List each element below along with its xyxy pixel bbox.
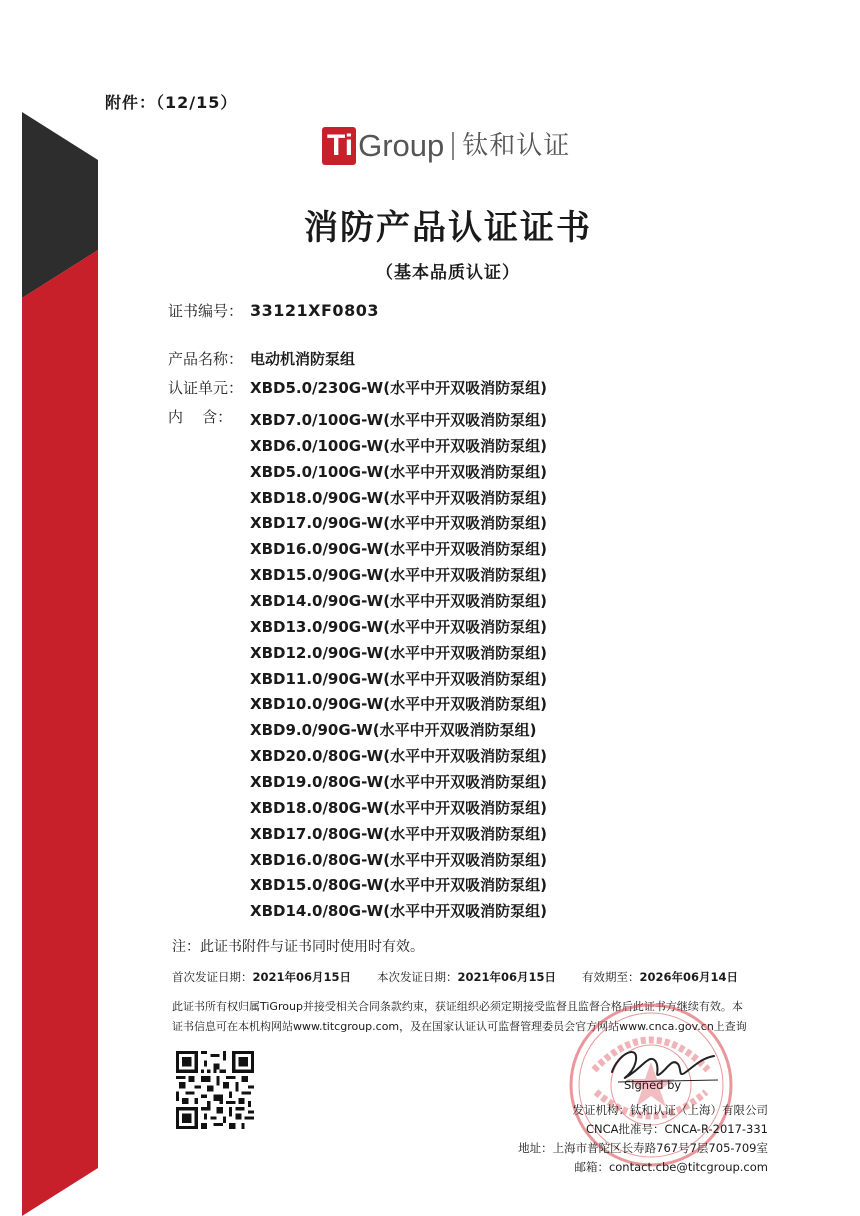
model-item: XBD19.0/80G-W(水平中开双吸消防泵组)	[250, 773, 547, 792]
logo-chinese-name: 钛和认证	[462, 131, 571, 161]
model-item: XBD17.0/90G-W(水平中开双吸消防泵组)	[250, 514, 547, 533]
current-issue-label: 本次发证日期：	[377, 970, 458, 984]
model-item: XBD11.0/90G-W(水平中开双吸消防泵组)	[250, 669, 547, 688]
attachment-page-number: 附件：（12/15）	[105, 93, 238, 112]
signed-by-label: Signed by	[624, 1078, 682, 1092]
certificate-subtitle: （基本品质认证）	[376, 263, 520, 283]
legal-statement-line: 证书信息可在本机构网站www.titcgroup.com，及在国家认证认可监督管理委员会官方网站www.cnca.gov.cn上查询	[172, 1020, 747, 1033]
issuer-address: 地址：上海市普陀区长寿路767号7层705-709室	[518, 1141, 768, 1155]
model-item: XBD16.0/90G-W(水平中开双吸消防泵组)	[250, 540, 547, 559]
model-item: XBD15.0/90G-W(水平中开双吸消防泵组)	[250, 566, 547, 585]
model-item: XBD6.0/100G-W(水平中开双吸消防泵组)	[250, 436, 547, 455]
cert-number-value: 33121XF0803	[250, 301, 379, 320]
model-list	[250, 409, 547, 926]
current-issue-value: 2021年06月15日	[457, 970, 557, 984]
model-item: XBD20.0/80G-W(水平中开双吸消防泵组)	[250, 747, 547, 766]
issuer-approval-number: CNCA批准号：CNCA-R-2017-331	[586, 1122, 768, 1136]
model-item: XBD13.0/90G-W(水平中开双吸消防泵组)	[250, 617, 547, 636]
model-item: XBD7.0/100G-W(水平中开双吸消防泵组)	[250, 411, 547, 429]
model-item: XBD14.0/90G-W(水平中开双吸消防泵组)	[250, 592, 547, 611]
first-issue-label: 首次发证日期：	[172, 970, 253, 984]
validity-note: 注：此证书附件与证书同时使用时有效。	[172, 939, 424, 955]
logo-group-text: Group	[358, 128, 445, 163]
model-item: XBD10.0/90G-W(水平中开双吸消防泵组)	[250, 695, 547, 714]
issuer-email[interactable]: 邮箱：contact.cbe@titcgroup.com	[574, 1160, 768, 1174]
first-issue-value: 2021年06月15日	[252, 970, 352, 984]
contains-label: 内 含：	[168, 408, 233, 426]
legal-statement-line: 此证书所有权归属TiGroup并接受相关合同条款约束，获证组织必须定期接受监督且监督合格后此证书方继续有效。本	[172, 1000, 743, 1013]
contains-row	[168, 406, 250, 428]
model-item: XBD14.0/80G-W(水平中开双吸消防泵组)	[250, 902, 547, 921]
cert-unit-label: 认证单元：	[168, 379, 244, 397]
certificate-title: 消防产品认证证书	[304, 208, 592, 248]
logo-mark: Ti	[322, 127, 356, 165]
decorative-stripe	[0, 0, 110, 1216]
model-item: XBD15.0/80G-W(水平中开双吸消防泵组)	[250, 876, 547, 895]
first-issue-date	[172, 969, 351, 985]
logo-divider	[452, 132, 454, 160]
model-item: XBD17.0/80G-W(水平中开双吸消防泵组)	[250, 824, 547, 843]
valid-until-value: 2026年06月14日	[639, 970, 739, 984]
model-item: XBD12.0/90G-W(水平中开双吸消防泵组)	[250, 643, 547, 662]
valid-until-label: 有效期至：	[582, 970, 640, 984]
model-item: XBD5.0/100G-W(水平中开双吸消防泵组)	[250, 462, 547, 481]
product-name-row	[168, 348, 355, 370]
valid-until-date	[582, 969, 738, 985]
product-name-value: 电动机消防泵组	[250, 350, 356, 368]
product-name-label: 产品名称：	[168, 350, 244, 368]
model-item: XBD9.0/90G-W(水平中开双吸消防泵组)	[250, 721, 537, 740]
qr-code-icon[interactable]	[176, 1051, 254, 1129]
cert-unit-row	[168, 377, 547, 399]
tigroup-logo	[322, 126, 570, 166]
cert-number-label: 证书编号：	[168, 302, 244, 320]
model-item: XBD18.0/90G-W(水平中开双吸消防泵组)	[250, 488, 547, 507]
issuer-organization: 发证机构：钛和认证（上海）有限公司	[572, 1103, 768, 1117]
model-item: XBD18.0/80G-W(水平中开双吸消防泵组)	[250, 798, 547, 817]
cert-number-row	[168, 300, 379, 322]
model-item: XBD16.0/80G-W(水平中开双吸消防泵组)	[250, 850, 547, 869]
cert-unit-value: XBD5.0/230G-W(水平中开双吸消防泵组)	[250, 379, 547, 397]
current-issue-date	[377, 969, 556, 985]
